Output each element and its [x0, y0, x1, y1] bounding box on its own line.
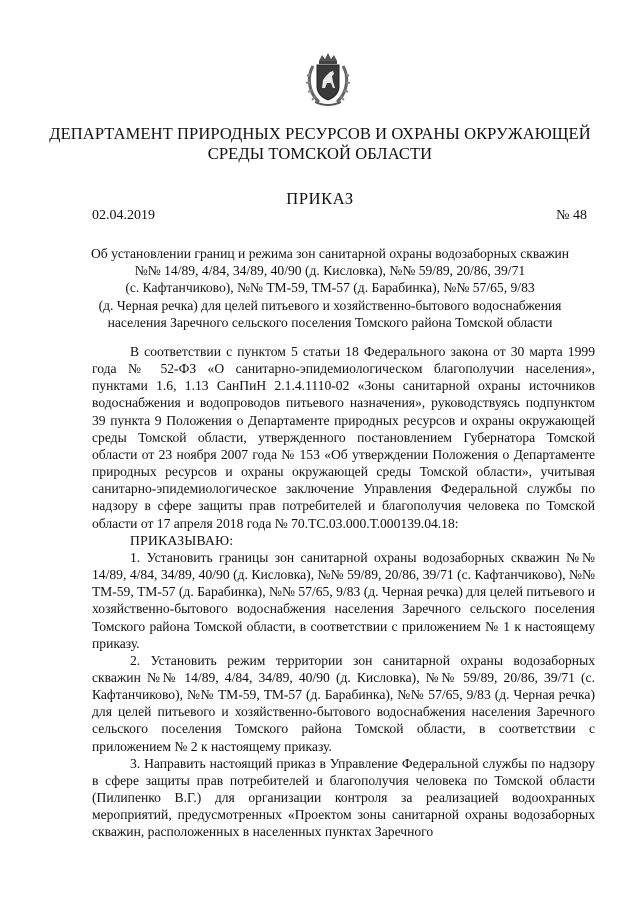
order-title: ПРИКАЗ [286, 189, 354, 208]
order-body [92, 343, 595, 841]
department-name [40, 124, 600, 164]
subject-line: (д. Черная речка) для целей питьевого и хозяйственно-бытового водоснабжения [98, 297, 562, 313]
department-line-1: ДЕПАРТАМЕНТ ПРИРОДНЫХ РЕСУРСОВ И ОХРАНЫ ОКРУЖАЮЩЕЙ [49, 124, 591, 143]
subject-line: (с. Кафтанчиково), №№ ТМ-59, ТМ-57 (д. Барабинка), №№ 57/65, 9/83 [125, 280, 535, 296]
department-line-2: СРЕДЫ ТОМСКОЙ ОБЛАСТИ [207, 144, 433, 163]
order-subject [80, 245, 580, 331]
tomsk-coat-of-arms-icon [305, 52, 351, 108]
command-word: ПРИКАЗЫВАЮ: [130, 532, 234, 548]
order-item-2: 2. Установить режим территории зон санитарной охраны водозаборных скважин №№ 14/89, 4/84, 34/89, 40/90 (д. Кисловка), №№ 59/89, 20/86, 39/71 (с. Кафтанчиково), №№ ТМ-59, ТМ-57 (д. Барабинка), №№ 57/65, 9/83 (д. Черная речка) для целей питьевого и хозяйственно-бытового водоснабжения населения Заречного сельского поселения Томского района Томской области, в соответствии с приложением № 2 к настоящему приказу. [92, 652, 595, 754]
preamble-paragraph: В соответствии с пунктом 5 статьи 18 Федерального закона от 30 марта 1999 года № 52-ФЗ «О санитарно-эпидемиологическом благополучии населения», пунктами 1.6, 1.13 СанПиН 2.1.4.1110-02 «Зоны санитарной охраны источников водоснабжения и водопроводов питьевого назначения», руководствуясь подпунктом 39 пункта 9 Положения о Департаменте природных ресурсов и охраны окружающей среды Томской области, утвержденного постановлением Губернатора Томской области от 23 ноября 2007 года № 153 «Об утверждении Положения о Департаменте природных ресурсов и охраны окружающей среды Томской области», учитывая санитарно-эпидемиологическое заключение Управления Федеральной службы по надзору в сфере защиты прав потребителей и благополучия человека по Томской области от 17 апреля 2018 года № 70.ТС.03.000.Т.000139.04.18: [92, 344, 595, 531]
order-item-1: 1. Установить границы зон санитарной охраны водозаборных скважин №№ 14/89, 4/84, 34/89, 40/90 (д. Кисловка), №№ 59/89, 20/86, 39/71 (с. Кафтанчиково), №№ ТМ-59, ТМ-57 (д. Барабинка), №№ 57/65, 9/83 (д. Черная речка) для целей питьевого и хозяйственно-бытового водоснабжения населения Заречного сельского поселения Томского района Томской области, в соответствии с приложением № 1 к настоящему приказу. [92, 549, 595, 651]
order-item-3: 3. Направить настоящий приказ в Управление Федеральной службы по надзору в сфере защиты прав потребителей и благополучия человека по Томской области (Пилипенко В.Г.) для организации контроля за реализацией водоохранных мероприятий, предусмотренных «Проектом зоны санитарной охраны водозаборных скважин, расположенных в населенных пунктах Заречного [92, 755, 595, 840]
subject-line: населения Заречного сельского поселения Томского района Томской области [107, 314, 553, 330]
subject-line: Об установлении границ и режима зон санитарной охраны водозаборных скважин [90, 246, 570, 261]
order-number: № 48 [556, 208, 587, 223]
subject-line: №№ 14/89, 4/84, 34/89, 40/90 (д. Кисловка), №№ 59/89, 20/86, 39/71 [134, 263, 526, 279]
order-date: 02.04.2019 [92, 208, 155, 223]
